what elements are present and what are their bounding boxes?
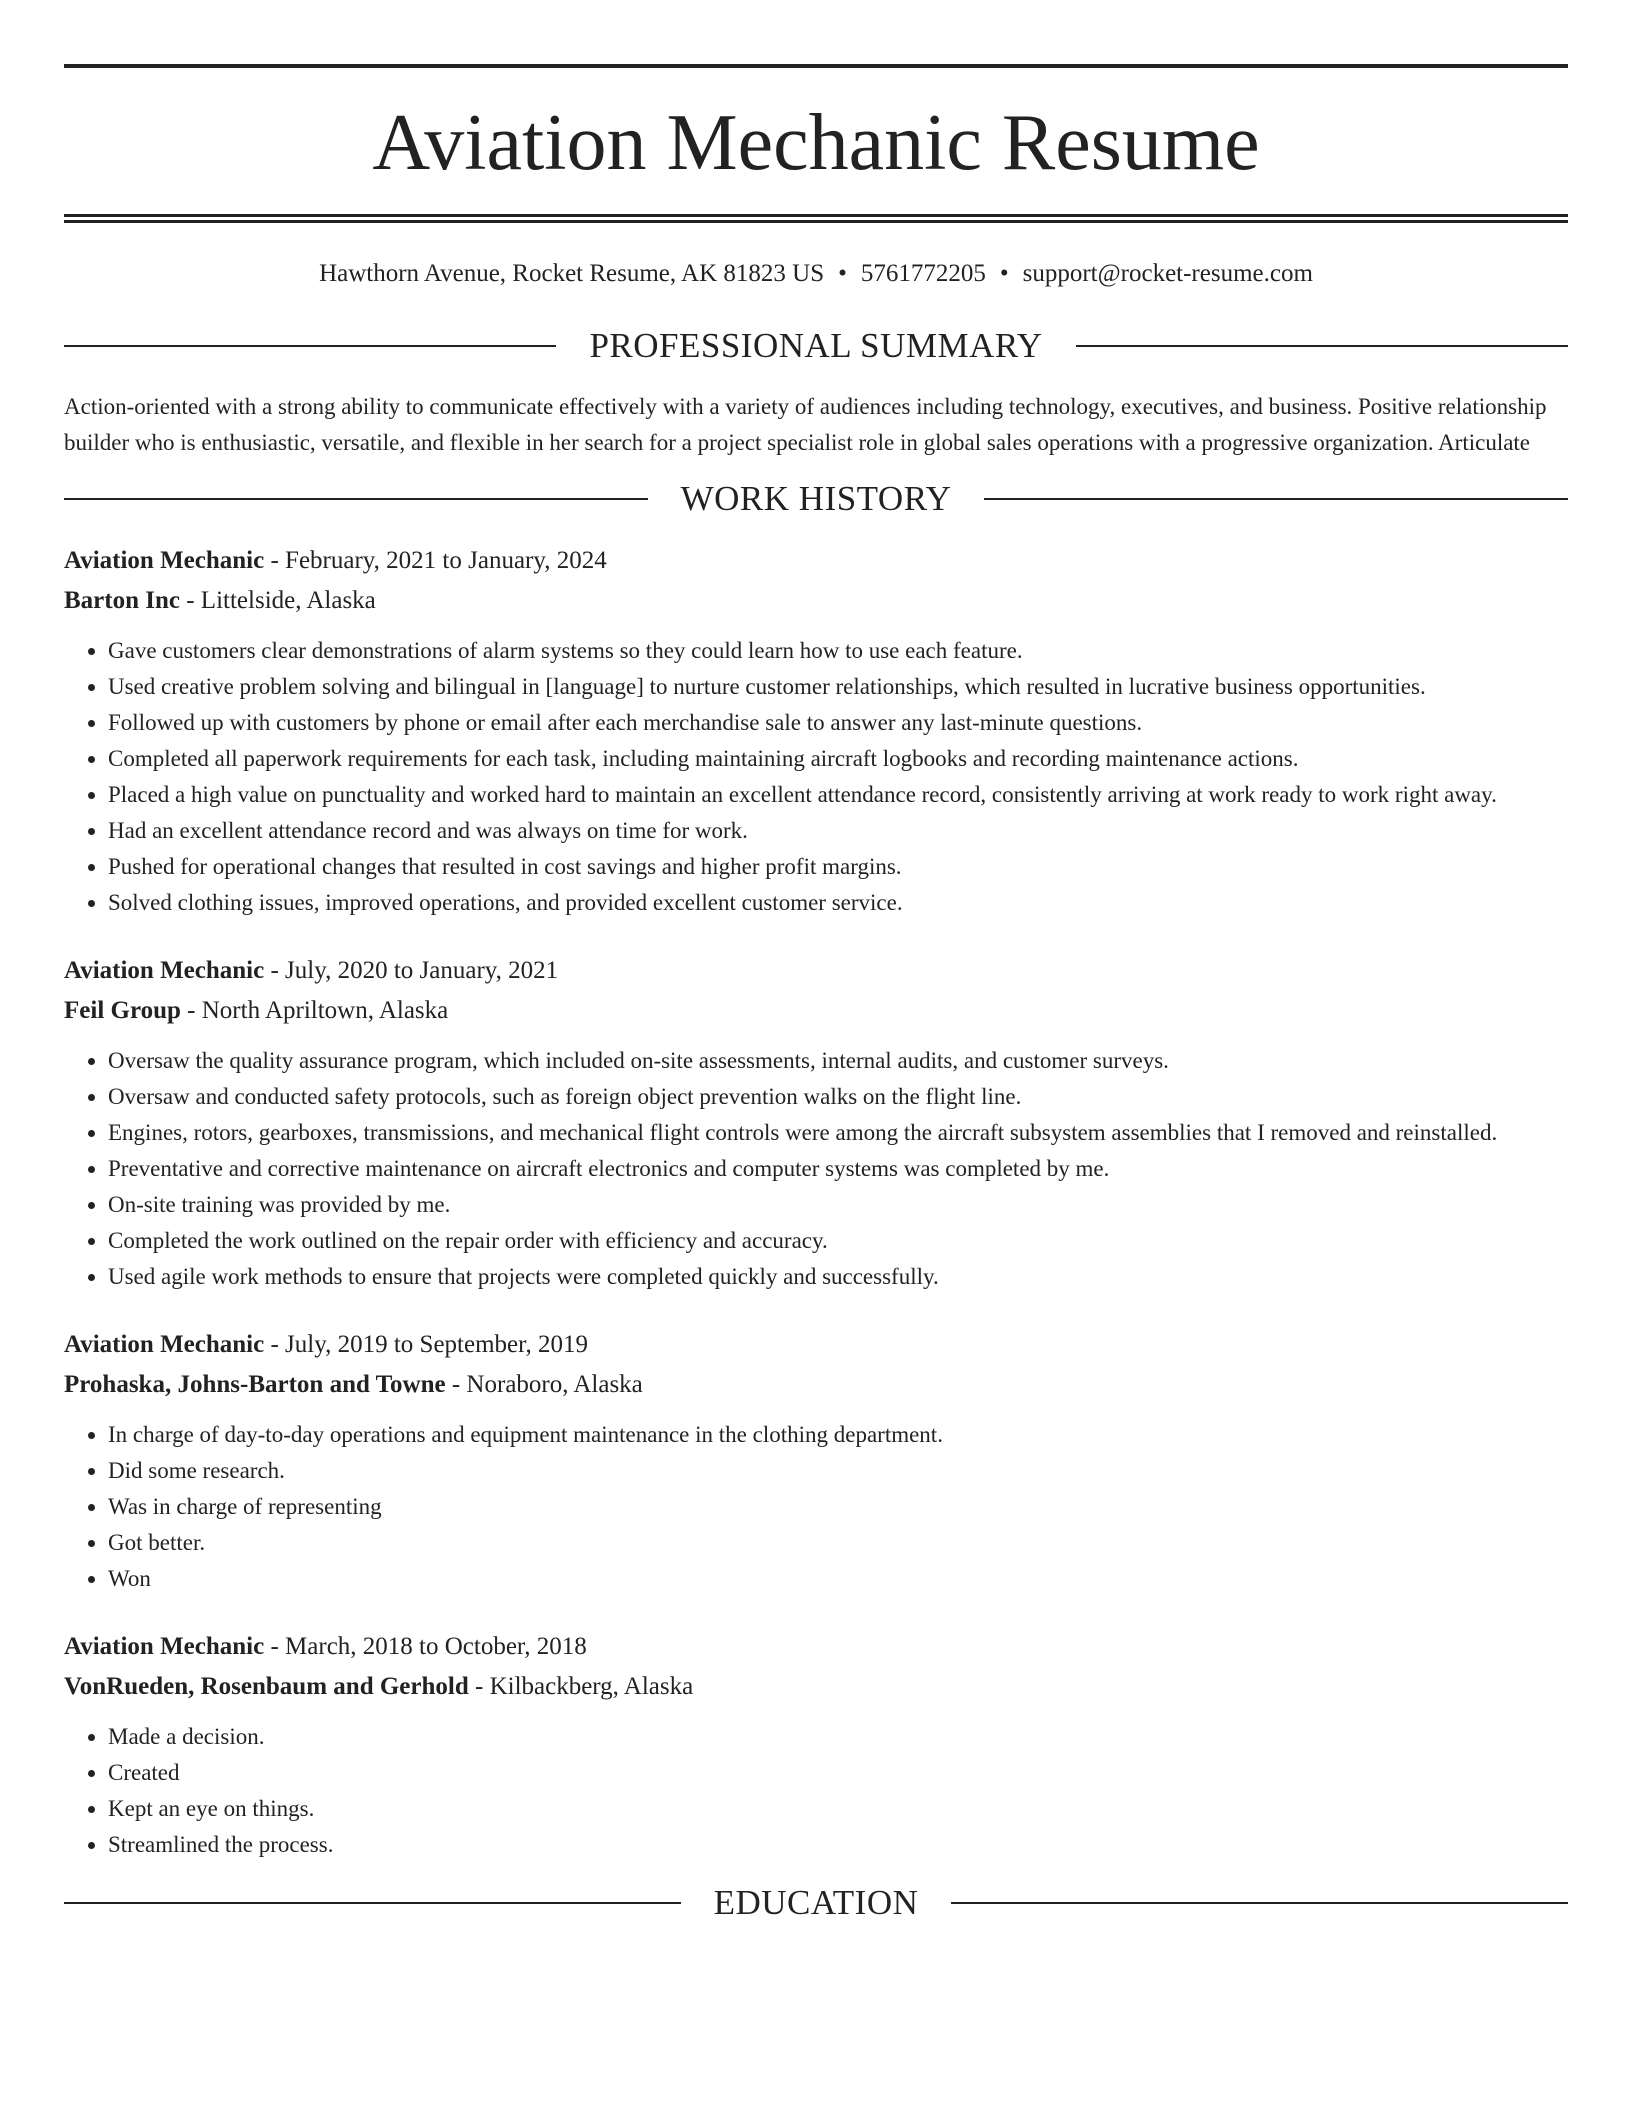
section-heading-education: [64, 1885, 1568, 1921]
list-item: • Solved clothing issues, improved operations, and provided excellent customer service.: [108, 885, 1568, 921]
list-item: • Used agile work methods to ensure that projects were completed quickly and successfully.: [108, 1259, 1568, 1295]
section-heading-work-history: [64, 481, 1568, 517]
job-title-line: [64, 1325, 1568, 1365]
list-item: • Gave customers clear demonstrations of alarm systems so they could learn how to use each feature.: [108, 633, 1568, 669]
contact-separator: •: [999, 260, 1009, 287]
list-item: • Engines, rotors, gearboxes, transmissions, and mechanical flight controls were among the aircraft subsystem assemblies that I removed and reinstalled.: [108, 1115, 1568, 1151]
job-location: - North Apriltown, Alaska: [180, 997, 449, 1024]
job-location: - Kilbackberg, Alaska: [468, 1673, 694, 1700]
job-title-line: [64, 541, 1568, 581]
list-item: • On-site training was provided by me.: [108, 1187, 1568, 1223]
job-dates: - July, 2019 to September, 2019: [264, 1331, 588, 1358]
job-dates: - March, 2018 to October, 2018: [264, 1633, 587, 1660]
list-item: • Made a decision.: [108, 1719, 1568, 1755]
list-item: • Used creative problem solving and bilingual in [language] to nurture customer relationships, which resulted in lucrative business opportunities.: [108, 669, 1568, 705]
job-dates: - February, 2021 to January, 2024: [264, 547, 607, 574]
job-company: VonRueden, Rosenbaum and Gerhold: [64, 1673, 469, 1700]
contact-line: [64, 259, 1568, 289]
job-company-line: [64, 581, 1568, 621]
job-company-line: [64, 1667, 1568, 1707]
heading-rule-left: [64, 1902, 681, 1904]
job-bullet-list: [64, 633, 1568, 921]
list-item: • Completed all paperwork requirements for each task, including maintaining aircraft logbooks and recording maintenance actions.: [108, 741, 1568, 777]
resume-page: [64, 64, 1568, 1921]
summary-text: Action-oriented with a strong ability to communicate effectively with a variety of audiences including technology, executives, and business. Positive relationship builder who is enthusiastic, versatile, and flexible in her search for a project specialist role in global sales operations with a progressive organization. Articulate: [64, 394, 1547, 455]
section-title: PROFESSIONAL SUMMARY: [589, 326, 1043, 365]
job-title: Aviation Mechanic: [64, 1331, 265, 1358]
top-rule: [64, 64, 1568, 68]
contact-phone: 5761772205: [860, 260, 986, 287]
list-item: • Got better.: [108, 1525, 1568, 1561]
job-dates: - July, 2020 to January, 2021: [264, 957, 559, 984]
contact-address: Hawthorn Avenue, Rocket Resume, AK 81823 US: [319, 260, 825, 287]
list-item: • Was in charge of representing: [108, 1489, 1568, 1525]
heading-rule-right: [951, 1902, 1568, 1904]
list-item: • Created: [108, 1755, 1568, 1791]
job-entry: [64, 951, 1568, 1295]
list-item: • Preventative and corrective maintenance on aircraft electronics and computer systems was completed by me.: [108, 1151, 1568, 1187]
job-bullet-list: [64, 1719, 1568, 1863]
list-item: • Kept an eye on things.: [108, 1791, 1568, 1827]
job-company: Prohaska, Johns-Barton and Towne: [64, 1371, 446, 1398]
section-title: WORK HISTORY: [680, 479, 952, 518]
list-item: • In charge of day-to-day operations and equipment maintenance in the clothing department.: [108, 1417, 1568, 1453]
job-title: Aviation Mechanic: [64, 547, 265, 574]
job-company: Feil Group: [64, 997, 181, 1024]
section-heading-summary: [64, 328, 1568, 364]
list-item: • Followed up with customers by phone or email after each merchandise sale to answer any last-minute questions.: [108, 705, 1568, 741]
job-company: Barton Inc: [64, 587, 180, 614]
job-title-line: [64, 951, 1568, 991]
heading-rule-left: [64, 345, 556, 347]
list-item: • Pushed for operational changes that resulted in cost savings and higher profit margins.: [108, 849, 1568, 885]
title-double-rule: [64, 214, 1568, 223]
list-item: • Had an excellent attendance record and was always on time for work.: [108, 813, 1568, 849]
job-title-line: [64, 1627, 1568, 1667]
list-item: • Oversaw the quality assurance program, which included on-site assessments, internal audits, and customer surveys.: [108, 1043, 1568, 1079]
job-entry: [64, 1627, 1568, 1863]
list-item: • Placed a high value on punctuality and worked hard to maintain an excellent attendance record, consistently arriving at work ready to work right away.: [108, 777, 1568, 813]
list-item: • Streamlined the process.: [108, 1827, 1568, 1863]
list-item: • Completed the work outlined on the repair order with efficiency and accuracy.: [108, 1223, 1568, 1259]
heading-rule-left: [64, 498, 648, 500]
list-item: • Did some research.: [108, 1453, 1568, 1489]
heading-rule-right: [1076, 345, 1568, 347]
job-bullet-list: [64, 1043, 1568, 1295]
contact-email: support@rocket-resume.com: [1022, 260, 1313, 287]
job-title: Aviation Mechanic: [64, 957, 265, 984]
job-location: - Noraboro, Alaska: [445, 1371, 643, 1398]
job-company-line: [64, 1365, 1568, 1405]
job-bullet-list: [64, 1417, 1568, 1597]
page-title: Aviation Mechanic Resume: [372, 99, 1260, 187]
list-item: • Won: [108, 1561, 1568, 1597]
contact-separator: •: [838, 260, 847, 287]
job-location: - Littelside, Alaska: [179, 587, 376, 614]
job-company-line: [64, 991, 1568, 1031]
list-item: • Oversaw and conducted safety protocols, such as foreign object prevention walks on the flight line.: [108, 1079, 1568, 1115]
job-entry: [64, 1325, 1568, 1597]
job-entry: [64, 541, 1568, 921]
job-title: Aviation Mechanic: [64, 1633, 265, 1660]
section-title: EDUCATION: [713, 1883, 919, 1922]
heading-rule-right: [984, 498, 1568, 500]
